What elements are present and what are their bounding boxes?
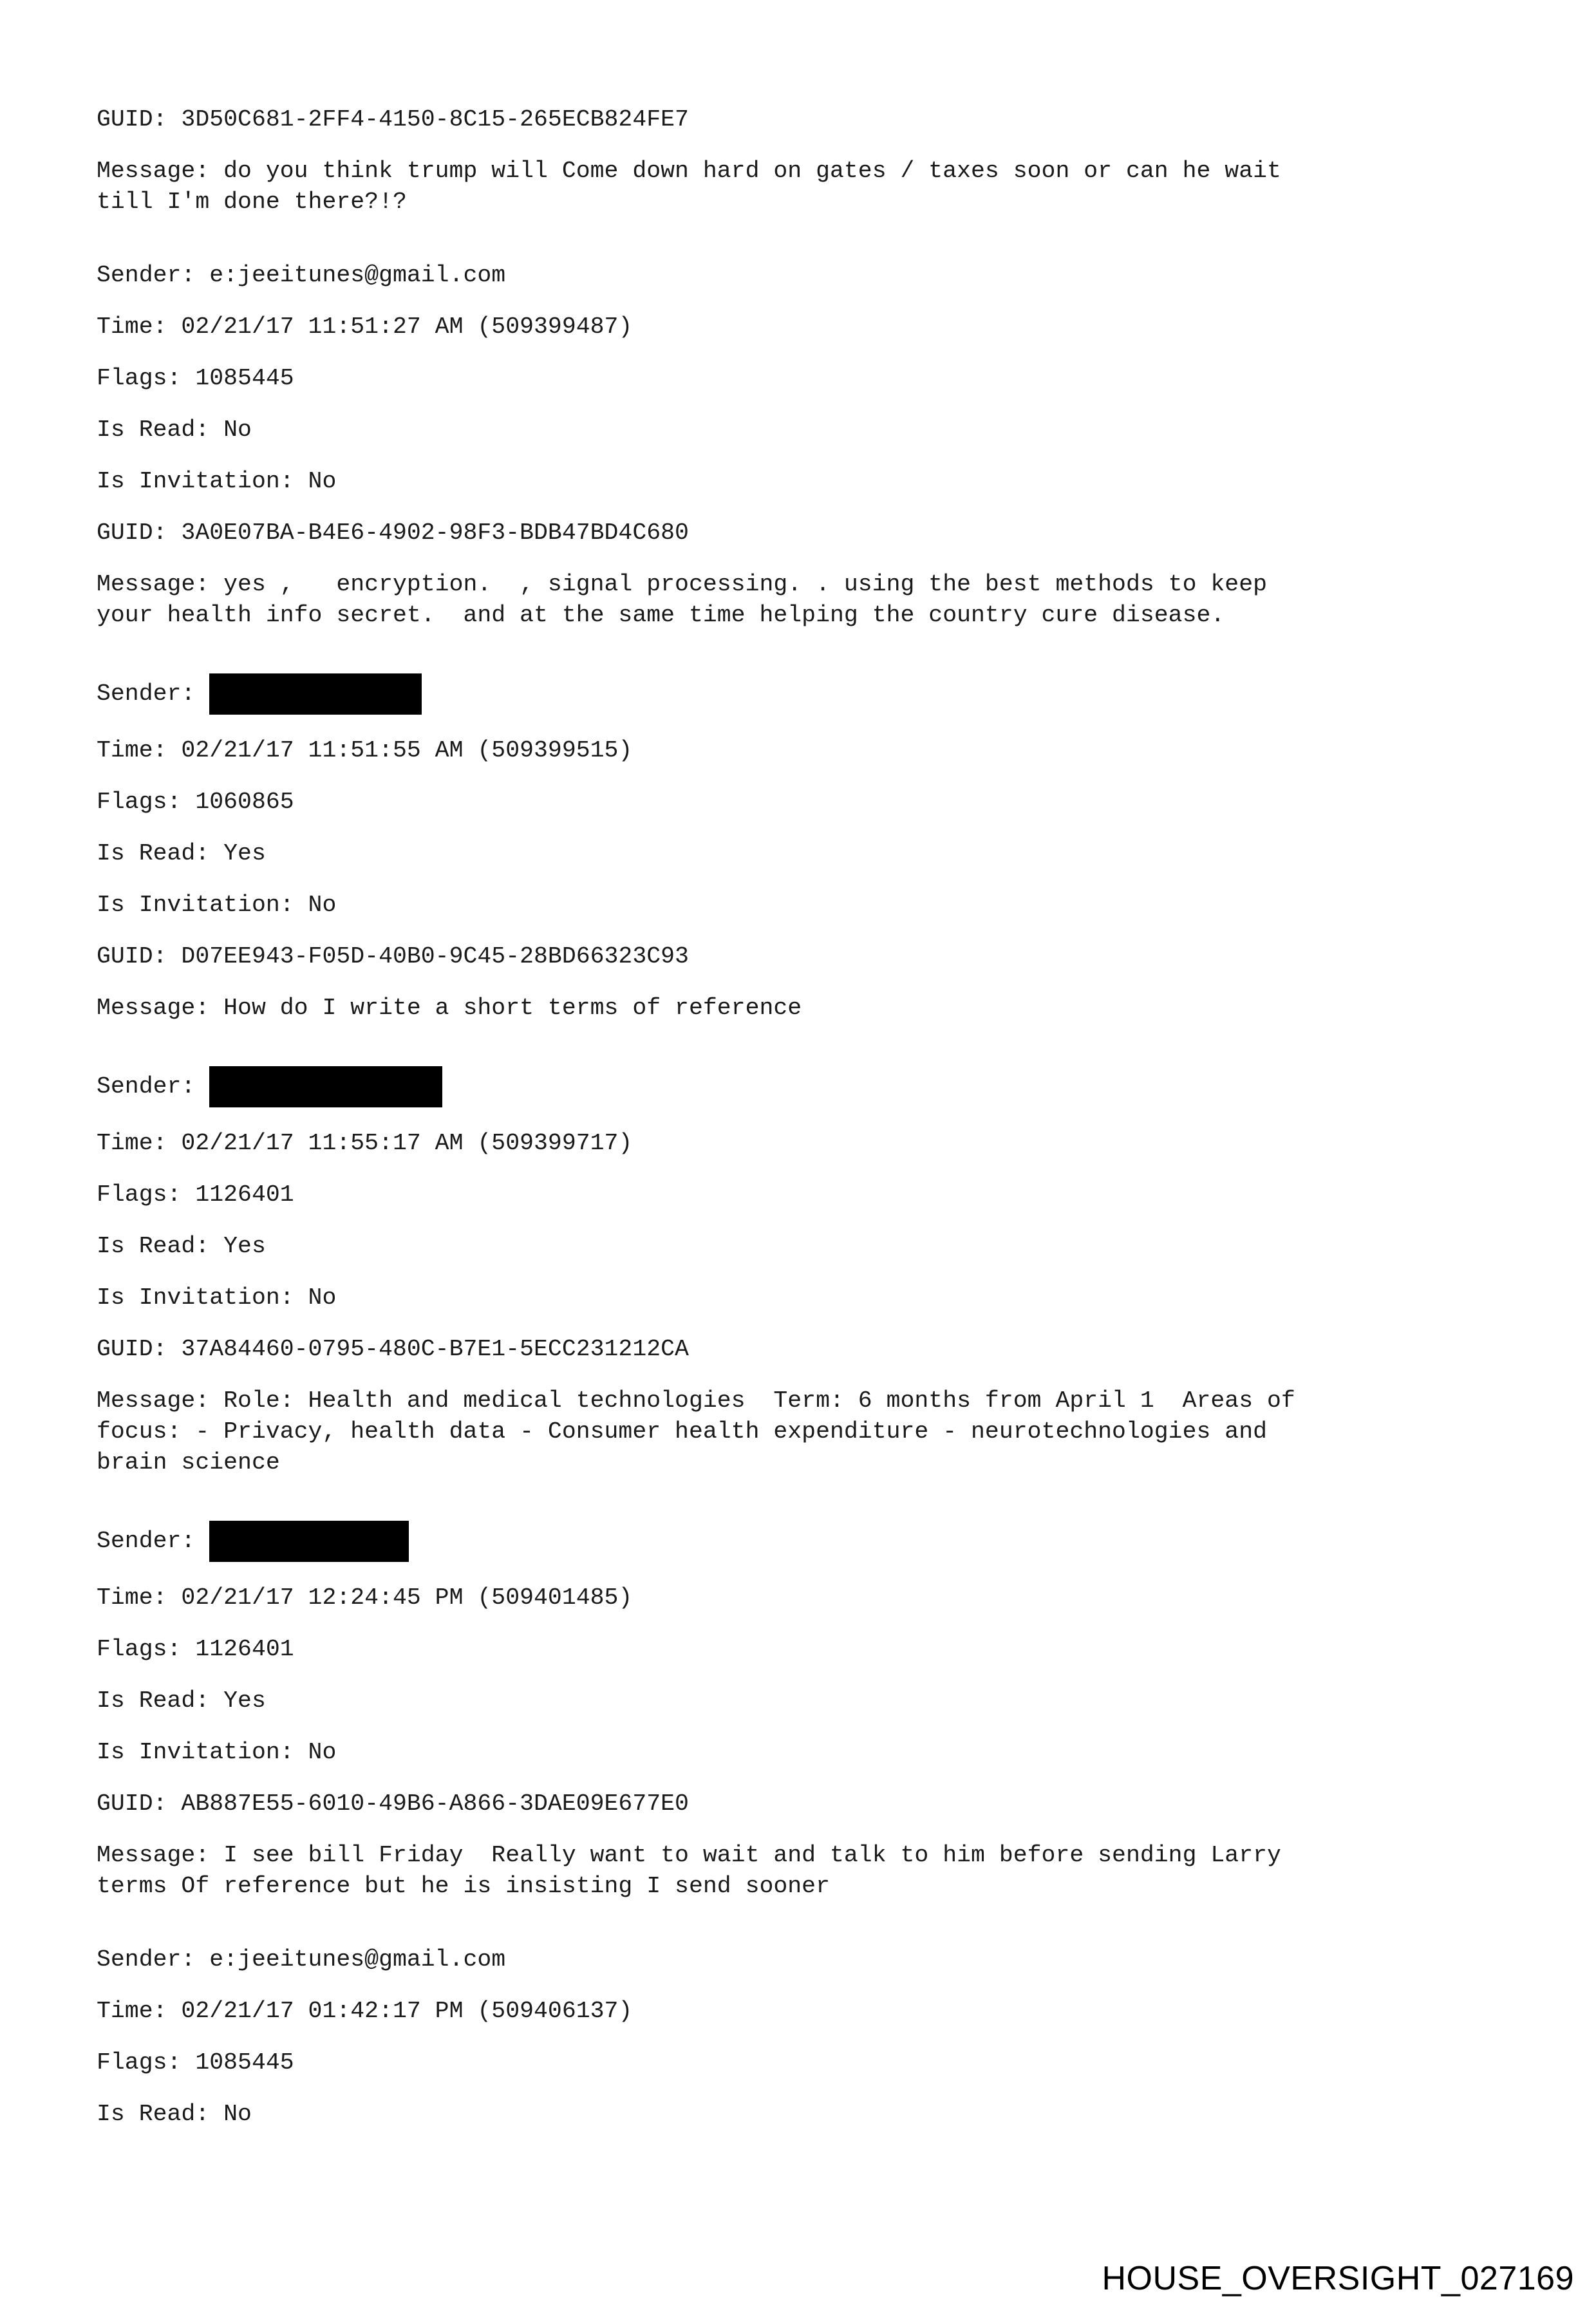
sender-line: Sender: e:jeeitunes@gmail.com bbox=[97, 262, 506, 288]
is-read-line: Is Read: Yes bbox=[97, 1687, 266, 1714]
time-line: Time: 02/21/17 01:42:17 PM (509406137) bbox=[97, 1998, 633, 2024]
sender-line bbox=[97, 1521, 1513, 1562]
is-invitation-line: Is Invitation: No bbox=[97, 1739, 337, 1765]
guid-line: GUID: D07EE943-F05D-40B0-9C45-28BD66323C93 bbox=[97, 943, 689, 970]
time-line: Time: 02/21/17 11:51:27 AM (509399487) bbox=[97, 314, 633, 340]
flags-line: Flags: 1060865 bbox=[97, 789, 294, 815]
is-invitation-line: Is Invitation: No bbox=[97, 892, 337, 918]
flags-line: Flags: 1126401 bbox=[97, 1181, 294, 1208]
guid-line: GUID: 37A84460-0795-480C-B7E1-5ECC231212CA bbox=[97, 1336, 689, 1362]
flags-line: Flags: 1085445 bbox=[97, 365, 294, 391]
message-text: Message: do you think trump will Come down hard on gates / taxes soon or can he wait till I'm done there?!? bbox=[97, 158, 1281, 215]
message-text: Message: Role: Health and medical technologies Term: 6 months from April 1 Areas of focus: - Privacy, health data - Consumer health expenditure - neurotechnologies and brain science bbox=[97, 1387, 1295, 1476]
message-text: Message: I see bill Friday Really want to wait and talk to him before sending Larry terms Of reference but he is insisting I send sooner bbox=[97, 1842, 1281, 1899]
is-read-line: Is Read: No bbox=[97, 2101, 252, 2127]
flags-line: Flags: 1085445 bbox=[97, 2049, 294, 2076]
sender-label: Sender: bbox=[97, 1528, 196, 1554]
sender-line: Sender: e:jeeitunes@gmail.com bbox=[97, 1946, 506, 1973]
is-invitation-line: Is Invitation: No bbox=[97, 1284, 337, 1311]
redaction-box bbox=[209, 1521, 409, 1562]
sender-label: Sender: bbox=[97, 1073, 196, 1100]
time-line: Time: 02/21/17 11:51:55 AM (509399515) bbox=[97, 737, 633, 764]
sender-line bbox=[97, 1066, 1513, 1107]
is-invitation-line: Is Invitation: No bbox=[97, 468, 337, 494]
bates-number: HOUSE_OVERSIGHT_027169 bbox=[1102, 2260, 1574, 2297]
guid-line: GUID: 3A0E07BA-B4E6-4902-98F3-BDB47BD4C680 bbox=[97, 520, 689, 546]
sender-label: Sender: bbox=[97, 681, 196, 707]
flags-line: Flags: 1126401 bbox=[97, 1636, 294, 1662]
guid-line: GUID: AB887E55-6010-49B6-A866-3DAE09E677E0 bbox=[97, 1791, 689, 1817]
redaction-box bbox=[209, 1066, 442, 1107]
is-read-line: Is Read: No bbox=[97, 417, 252, 443]
is-read-line: Is Read: Yes bbox=[97, 840, 266, 867]
sender-line bbox=[97, 673, 1513, 715]
message-text: Message: yes , encryption. , signal processing. . using the best methods to keep your health info secret. and at the same time helping the country cure disease. bbox=[97, 571, 1267, 628]
guid-line: GUID: 3D50C681-2FF4-4150-8C15-265ECB824FE7 bbox=[97, 106, 689, 133]
time-line: Time: 02/21/17 12:24:45 PM (509401485) bbox=[97, 1584, 633, 1611]
is-read-line: Is Read: Yes bbox=[97, 1233, 266, 1259]
message-text: Message: How do I write a short terms of reference bbox=[97, 995, 802, 1021]
redaction-box bbox=[209, 673, 422, 715]
time-line: Time: 02/21/17 11:55:17 AM (509399717) bbox=[97, 1130, 633, 1156]
document-page bbox=[97, 104, 1513, 2150]
